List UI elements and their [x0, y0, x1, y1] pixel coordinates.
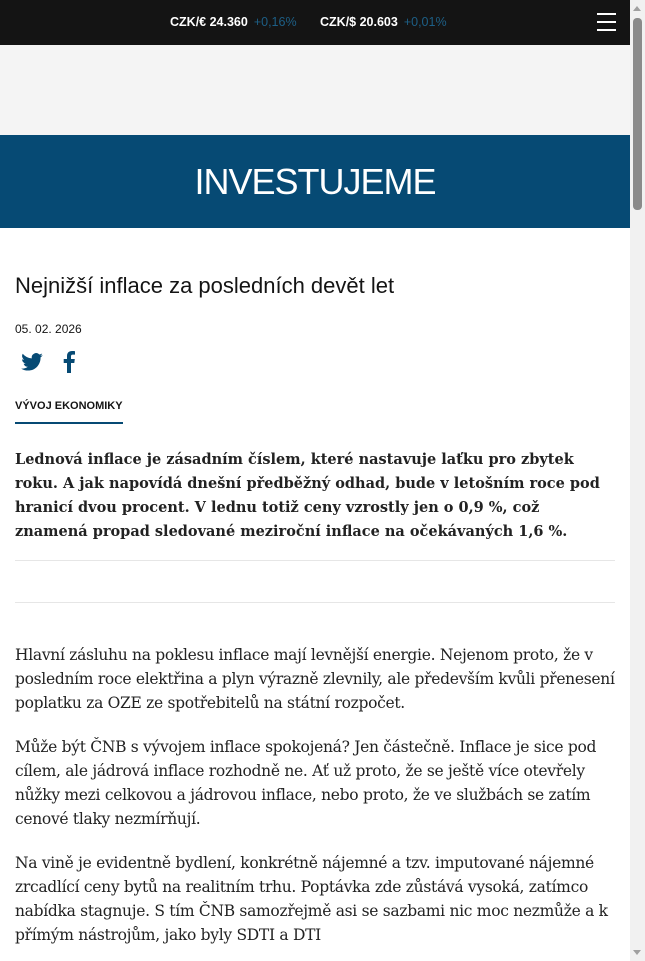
article-body [15, 643, 615, 947]
top-bar [0, 0, 630, 45]
brand-logo[interactable] [0, 135, 630, 228]
rate-usd [320, 15, 447, 29]
rate-usd-change: +0,01% [403, 15, 447, 29]
share-buttons [15, 352, 615, 376]
category-tag[interactable]: VÝVOJ EKONOMIKY [15, 400, 123, 424]
article-title: Nejnižší inflace za posledních devět let [15, 273, 395, 298]
scrollbar[interactable] [630, 0, 645, 961]
rate-eur-change: +0,16% [253, 15, 297, 29]
hamburger-menu-icon[interactable] [597, 13, 616, 31]
scroll-up-arrow-icon[interactable] [633, 6, 641, 11]
ad-space [0, 45, 630, 135]
facebook-icon[interactable] [63, 351, 75, 378]
paragraph: Hlavní zásluhu na poklesu inflace mají levnější energie. Nejenom proto, že v posledním roce elektřina a plyn výrazně zlevnily, ale především kvůli přenesení poplatku za OZE ze spotřebitelů na státní rozpočet. [15, 646, 615, 712]
scrollbar-thumb[interactable] [633, 18, 642, 210]
article-date: 05. 02. 2026 [15, 322, 82, 336]
rate-eur-value: CZK/€ 24.360 [170, 15, 248, 29]
brand-text: INVESTUJEME [194, 160, 436, 202]
rate-eur [170, 15, 297, 29]
paragraph: Může být ČNB s vývojem inflace spokojená? Jen částečně. Inflace je sice pod cílem, ale jádrová inflace rozhodně ne. Ať už proto, že se ještě více otevřely nůžky mezi celkovou a jádrovou inflace, nebo proto, že ve službách se zatím cenové tlaky nezmírňují. [15, 738, 597, 828]
paragraph: Na vině je evidentně bydlení, konkrétně nájemné a tzv. imputované nájemné zrcadlící ceny bytů na realitním trhu. Poptávka zde zůstává vysoká, zatímco nabídka stagnuje. S tím ČNB samozřejmě asi se sazbami nic moc nezmůže a k přímým nástrojům, jako byly SDTI a DTI [15, 854, 608, 944]
divider [15, 561, 615, 603]
article-lead: Lednová inflace je zásadním číslem, které nastavuje laťku pro zbytek roku. A jak napovídá dnešní předběžný odhad, bude v letošním roce pod hranicí dvou procent. V lednu totiž ceny vzrostly jen o 0,9 %, což znamená propad sledované meziroční inflace na očekávaných 1,6 %. [15, 448, 615, 561]
twitter-icon[interactable] [21, 353, 43, 376]
rate-usd-value: CZK/$ 20.603 [320, 15, 398, 29]
scroll-down-arrow-icon[interactable] [633, 950, 641, 955]
